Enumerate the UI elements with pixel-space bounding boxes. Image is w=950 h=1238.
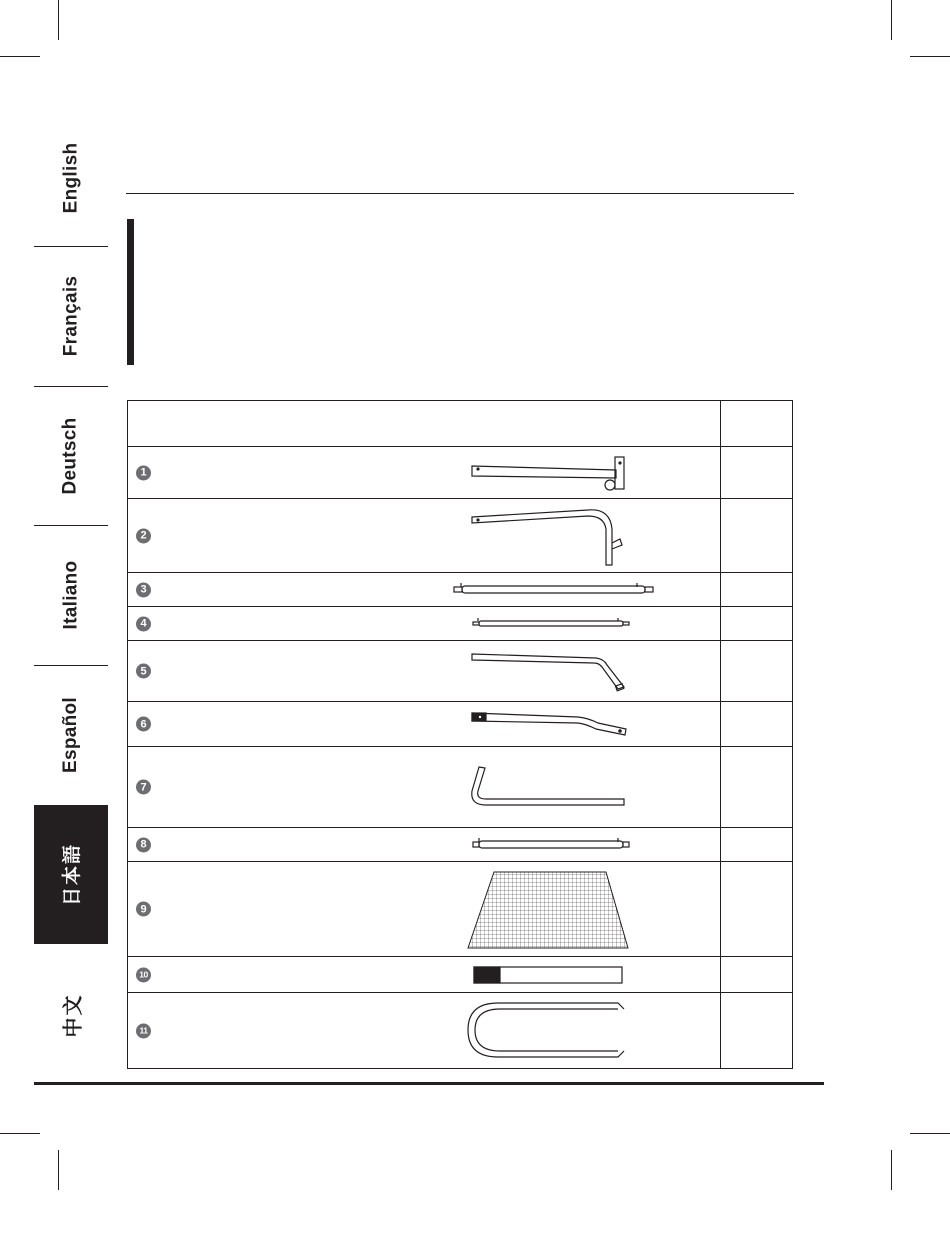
language-sidebar: [34, 110, 108, 1080]
table-row: [128, 447, 793, 499]
tab-chinese[interactable]: [34, 950, 108, 1080]
section-heading-bar: [127, 219, 134, 365]
net-panel-icon: [128, 862, 721, 957]
qty-cell: [721, 993, 793, 1069]
tab-deutsch[interactable]: [34, 387, 108, 524]
qty-cell: [721, 641, 793, 702]
qty-cell: [721, 862, 793, 957]
qty-cell: [721, 828, 793, 862]
table-row: [128, 641, 793, 702]
crop-mark: [891, 0, 892, 40]
tab-label: Deutsch: [60, 416, 81, 495]
tab-english[interactable]: [34, 110, 108, 245]
part-cell: [128, 957, 721, 993]
crop-mark: [58, 0, 59, 40]
table-row: [128, 607, 793, 641]
qty-cell: [721, 702, 793, 747]
tab-label: Español: [60, 696, 82, 774]
part-number-badge: 6: [136, 717, 151, 732]
part-number-badge: 11: [136, 1023, 151, 1038]
part-number-badge: 3: [136, 582, 151, 597]
crop-mark: [0, 56, 40, 57]
bent-pole-icon: [128, 499, 721, 573]
header-part-cell: [128, 401, 721, 447]
qty-cell: [721, 607, 793, 641]
part-cell: [128, 828, 721, 862]
parts-table: [127, 400, 793, 1069]
part-cell: [128, 573, 721, 607]
part-cell: [128, 747, 721, 828]
part-cell: [128, 607, 721, 641]
qty-cell: [721, 573, 793, 607]
footer-rule: [34, 1082, 824, 1085]
tab-francais[interactable]: [34, 247, 108, 385]
tab-italiano[interactable]: [34, 526, 108, 664]
part-number-badge: 10: [136, 967, 151, 982]
table-header-row: [128, 401, 793, 447]
frame-bracket-icon: [128, 447, 721, 499]
tab-espanol[interactable]: [34, 666, 108, 804]
part-cell: [128, 641, 721, 702]
tab-label: Français: [60, 275, 81, 357]
part-number-badge: 9: [136, 902, 151, 917]
tab-label: Italiano: [59, 560, 81, 630]
table-row: [128, 573, 793, 607]
part-cell: [128, 499, 721, 573]
part-cell: [128, 447, 721, 499]
part-number-badge: 7: [136, 780, 151, 795]
table-row: [128, 702, 793, 747]
qty-cell: [721, 957, 793, 993]
part-number-badge: 1: [136, 465, 151, 480]
part-cell: [128, 993, 721, 1069]
qty-cell: [721, 447, 793, 499]
qty-cell: [721, 747, 793, 828]
crop-mark: [58, 1150, 59, 1190]
part-number-badge: 4: [136, 616, 151, 631]
part-cell: [128, 862, 721, 957]
part-number-badge: 8: [136, 837, 151, 852]
tab-label: 中文: [60, 993, 85, 1037]
table-row: [128, 499, 793, 573]
bent-pole-icon: [128, 747, 721, 828]
crop-mark: [0, 1133, 40, 1134]
header-qty-cell: [721, 401, 793, 447]
table-row: [128, 862, 793, 957]
part-number-badge: 5: [136, 664, 151, 679]
u-stake-icon: [128, 993, 721, 1069]
part-number-badge: 2: [136, 528, 151, 543]
table-row: [128, 747, 793, 828]
part-cell: [128, 702, 721, 747]
table-row: [128, 993, 793, 1069]
table-row: [128, 957, 793, 993]
crop-mark: [910, 1133, 950, 1134]
tag-strip-icon: [128, 957, 721, 993]
bent-pole-icon: [128, 702, 721, 747]
tube-pin-icon: [128, 573, 721, 607]
tab-label: English: [60, 142, 81, 213]
crop-mark: [910, 56, 950, 57]
bent-pole-icon: [128, 641, 721, 702]
tube-pin-icon: [128, 828, 721, 862]
tab-japanese[interactable]: [34, 805, 108, 944]
header-rule: [126, 193, 794, 194]
tube-pin-icon: [128, 607, 721, 641]
table-row: [128, 828, 793, 862]
qty-cell: [721, 499, 793, 573]
tab-label: 日本語: [61, 842, 84, 907]
crop-mark: [891, 1150, 892, 1190]
